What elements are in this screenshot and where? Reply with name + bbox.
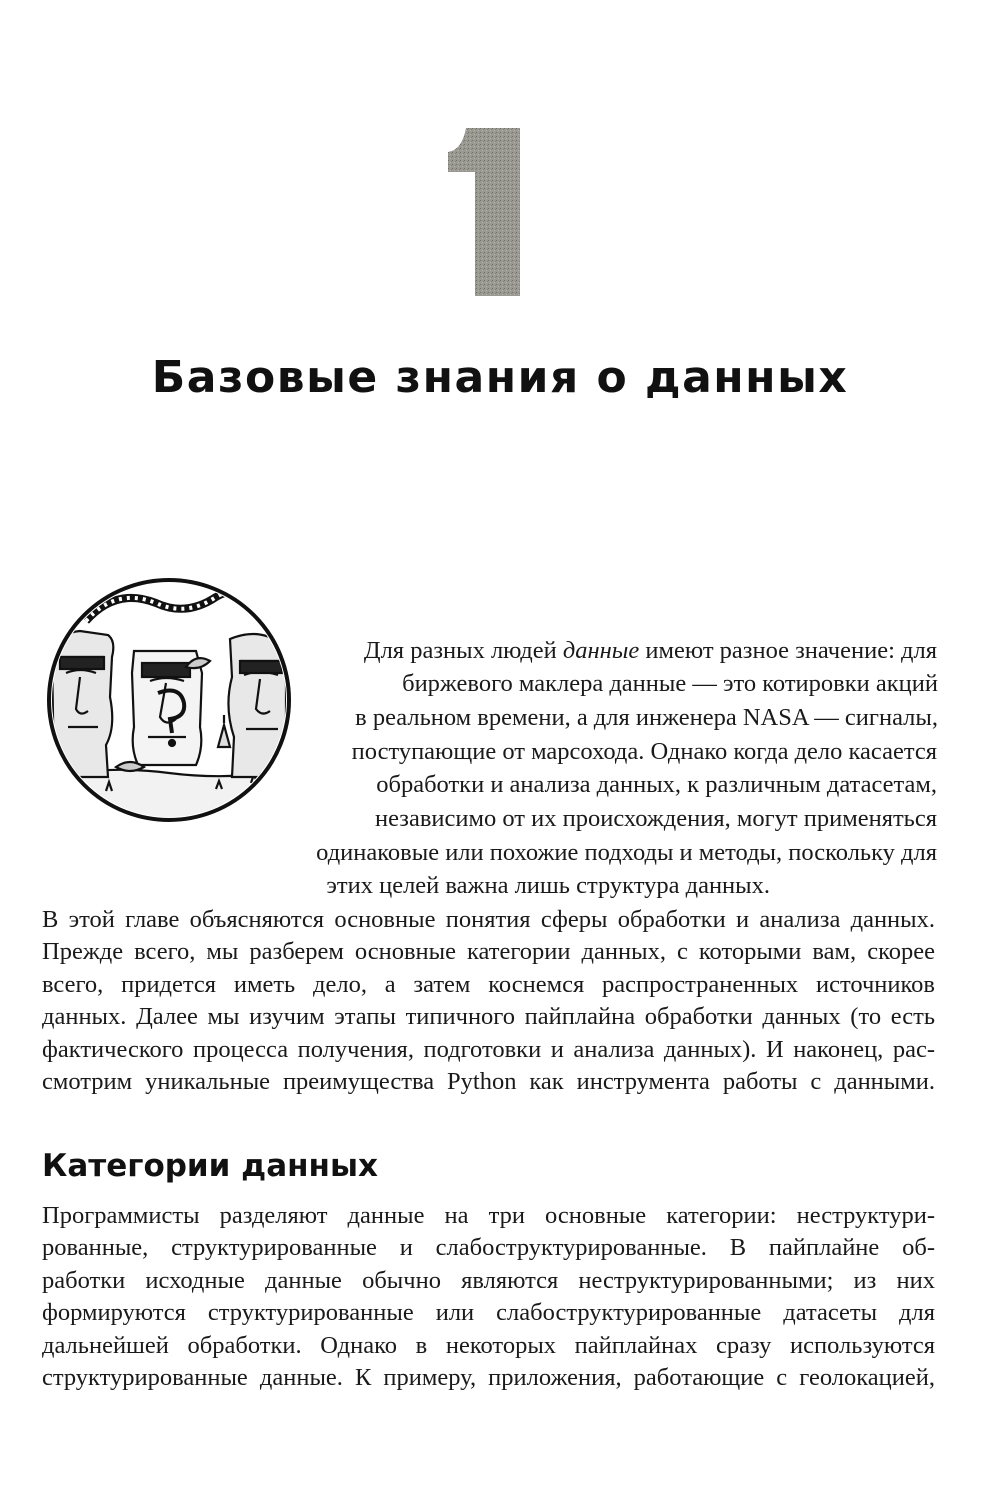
overview-line: всего, придется иметь дело, а затем коснемся распространенных источников [42,970,935,998]
intro-line: поступающие от марсохода. Однако когда дело касается [351,738,937,765]
intro-line: независимо от их происхождения, могут применяться [374,805,937,832]
section-line: формируются структурированные или слабоструктурированные датасеты для [42,1299,935,1327]
section-line: структурированные данные. К примеру, приложения, работающие с геолокацией, [42,1364,935,1392]
section-line: дальнейшей обработки. Однако в некоторых пайплайнах сразу используются [42,1331,935,1359]
overview-line: фактического процесса получения, подготовки и анализа данных). И наконец, рас- [42,1035,935,1063]
section-paragraph [42,1200,935,1394]
easter-island-moai-illustration-icon [46,577,292,823]
overview-line: данных. Далее мы изучим этапы типичного пайплайна обработки данных (то есть [42,1003,935,1031]
intro-line: одинаковые или похожие подходы и методы, поскольку для [316,839,937,866]
overview-paragraph [42,904,935,1098]
chapter-title: Базовые знания о данных [151,352,849,403]
section-heading: Категории данных [42,1148,378,1184]
intro-line: в реальном времени, а для инженера NASA — сигналы, [355,704,938,731]
intro-line: этих целей важна лишь структура данных. [326,872,770,899]
overview-line: Прежде всего, мы разберем основные категории данных, с которыми вам, скорее [42,938,935,966]
overview-line: В этой главе объясняются основные понятия сферы обработки и анализа данных. [42,906,935,933]
intro-line: обработки и анализа данных, к различным датасетам, [376,771,937,798]
intro-line: биржевого маклера данные — это котировки акций [402,670,938,697]
intro-line: Для разных людей данные имеют разное значение: для [363,637,937,664]
section-line: Программисты разделяют данные на три основные категории: неструктури- [42,1202,935,1229]
section-line: работки исходные данные обычно являются неструктурированными; из них [42,1266,935,1294]
overview-line: смотрим уникальные преимущества Python как инструмента работы с данными. [42,1068,935,1096]
chapter-number [448,128,520,296]
section-line: рованные, структурированные и слабоструктурированные. В пайплайне об- [42,1234,935,1262]
